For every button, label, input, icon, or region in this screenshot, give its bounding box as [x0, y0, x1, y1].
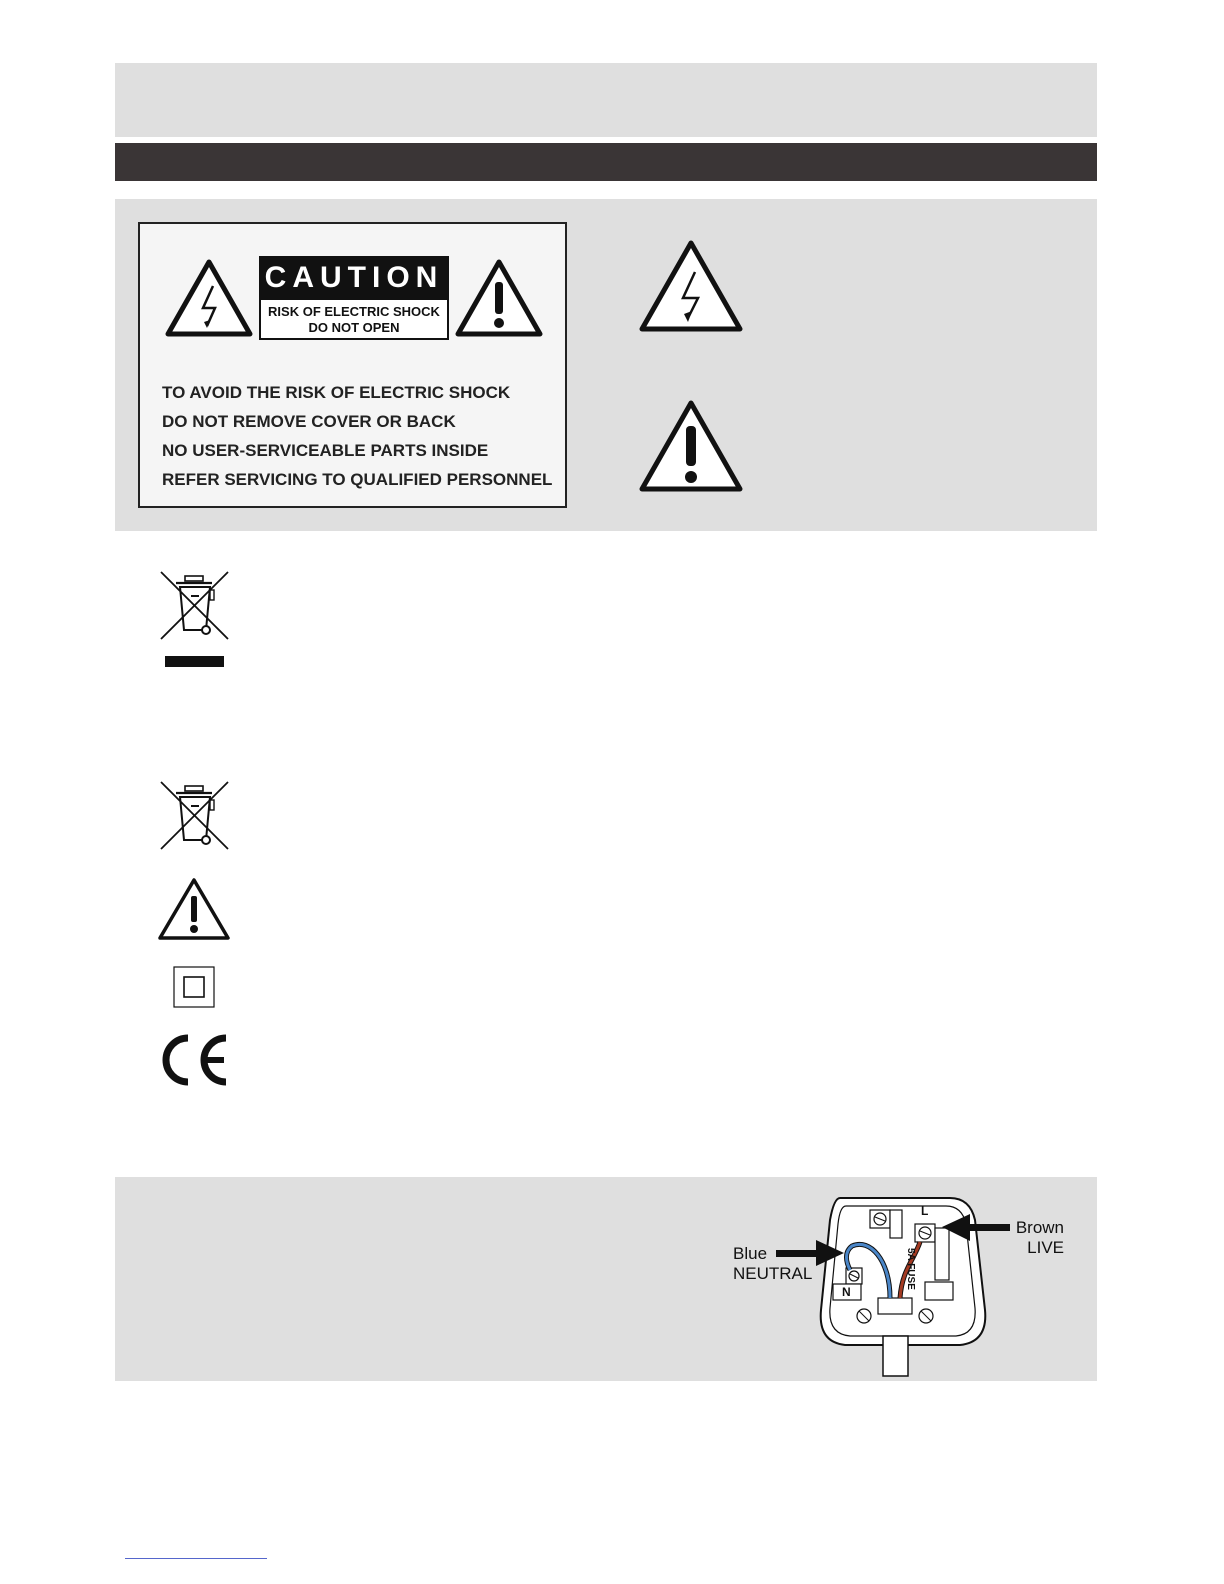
neutral-terminal-label: N	[842, 1285, 851, 1299]
caution-triangle-icon	[157, 876, 231, 942]
neutral-wire-name: NEUTRAL	[733, 1264, 813, 1283]
live-wire-name: LIVE	[1027, 1238, 1064, 1257]
neutral-wire-label	[733, 1244, 812, 1284]
class-ii-double-insulation-icon	[173, 966, 217, 1010]
plug-wiring-diagram	[720, 1190, 1090, 1380]
caution-label	[138, 222, 567, 508]
caution-title: CAUTION	[259, 256, 449, 300]
caution-instructions	[162, 378, 562, 494]
live-wire-colour: Brown	[1015, 1218, 1064, 1237]
caution-line: REFER SERVICING TO QUALIFIED PERSONNEL	[162, 470, 553, 489]
lightning-bolt-triangle-icon	[638, 238, 744, 334]
live-wire-label	[1000, 1218, 1064, 1258]
weee-crossed-bin-with-bar-icon	[158, 570, 232, 670]
electric-shock-warning-icon	[164, 258, 254, 338]
section-title-bar	[115, 143, 1097, 181]
exclamation-warning-icon	[454, 258, 544, 338]
live-terminal-label: L	[921, 1204, 929, 1218]
caution-subtitle-line1: RISK OF ELECTRIC SHOCK	[268, 304, 440, 319]
ce-mark-icon	[158, 1033, 232, 1087]
caution-subtitle-line2: DO NOT OPEN	[308, 320, 400, 335]
footer-link-underline[interactable]	[125, 1558, 267, 1559]
exclamation-triangle-icon	[638, 398, 744, 494]
caution-line: TO AVOID THE RISK OF ELECTRIC SHOCK	[162, 383, 511, 402]
top-header-band	[115, 63, 1097, 137]
caution-line: NO USER-SERVICEABLE PARTS INSIDE	[162, 441, 489, 460]
caution-line: DO NOT REMOVE COVER OR BACK	[162, 412, 456, 431]
neutral-wire-colour: Blue	[733, 1244, 768, 1263]
fuse-label: 5A FUSE	[905, 1248, 916, 1290]
caution-subtitle	[259, 300, 449, 340]
weee-crossed-bin-icon	[158, 780, 232, 854]
